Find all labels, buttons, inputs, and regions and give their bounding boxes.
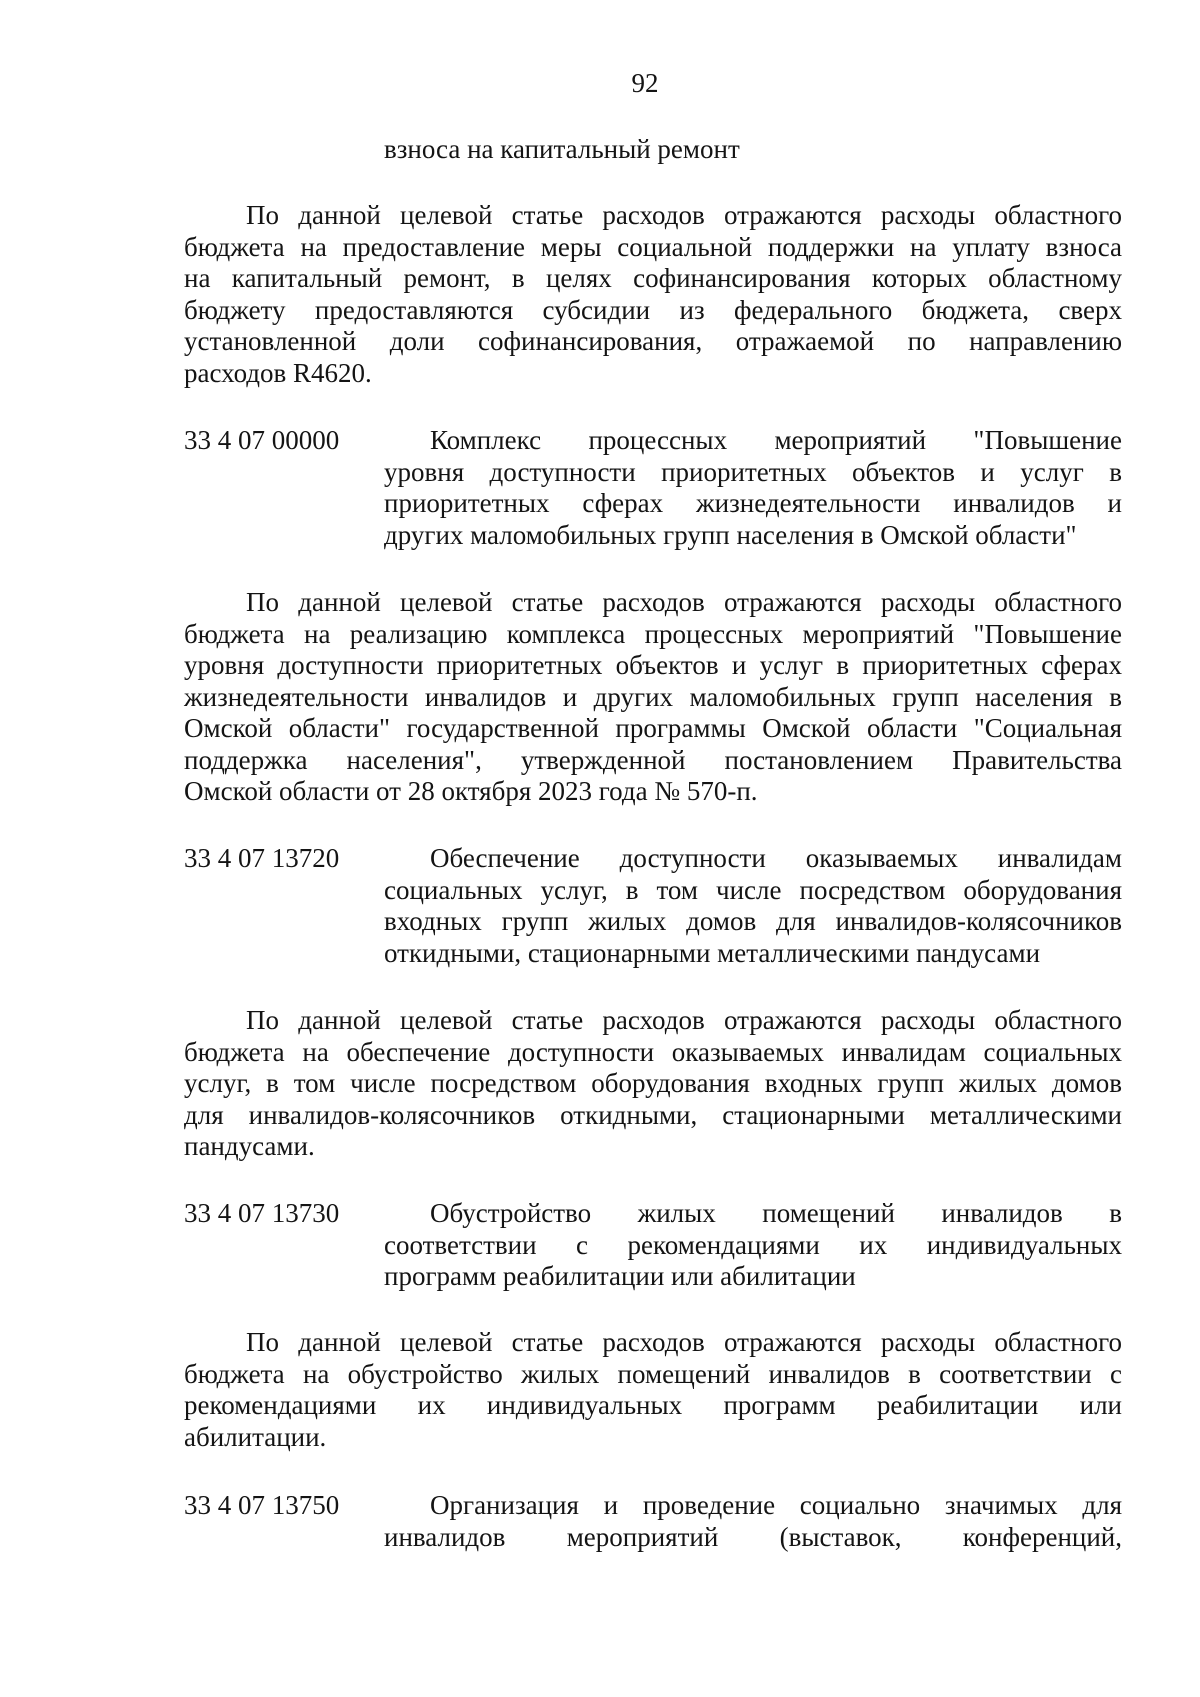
entry-line: входных групп жилых домов для инвалидов-колясочников [384, 906, 1122, 936]
budget-code: 33 4 07 00000 [184, 425, 340, 455]
entry-line: Организация и проведение социально значимых для [430, 1490, 1122, 1520]
page-number: 92 [631, 68, 659, 98]
entry-line: соответствии с рекомендациями их индивидуальных [384, 1229, 1122, 1260]
paragraph-3 [184, 1005, 1122, 1163]
heading-continuation: взноса на капитальный ремонт [384, 134, 740, 164]
paragraph-line: абилитации. [184, 1421, 327, 1452]
paragraph-line: услуг, в том числе посредством оборудования входных групп жилых домов [184, 1068, 1122, 1098]
budget-code: 33 4 07 13730 [184, 1198, 340, 1228]
entry-line: приоритетных сферах жизнедеятельности инвалидов и [384, 488, 1122, 518]
paragraph-line: расходов R4620. [184, 357, 372, 388]
paragraph-line: для инвалидов-колясочников откидными, стационарными металлическими [184, 1099, 1122, 1130]
entry-line: Обеспечение доступности оказываемых инвалидам [430, 843, 1122, 873]
paragraph-2 [184, 587, 1122, 808]
entry-line: Комплекс процессных мероприятий "Повышение [430, 425, 1122, 455]
entry-line: Обустройство жилых помещений инвалидов в [430, 1198, 1122, 1228]
budget-entry-title [384, 425, 1122, 551]
entry-line: социальных услуг, в том числе посредством оборудования [384, 874, 1122, 905]
paragraph-line: бюджета на реализацию комплекса процессных мероприятий "Повышение [184, 618, 1122, 649]
paragraph-line: бюджету предоставляются субсидии из федерального бюджета, сверх [184, 294, 1122, 325]
paragraph-line: уровня доступности приоритетных объектов и услуг в приоритетных сферах [184, 650, 1122, 680]
paragraph-line: поддержка населения", утвержденной постановлением Правительства [184, 744, 1122, 775]
paragraph-1 [184, 200, 1122, 389]
budget-entry-title [384, 843, 1122, 969]
entry-line: уровня доступности приоритетных объектов и услуг в [384, 456, 1122, 487]
paragraph-line: По данной целевой статье расходов отражаются расходы областного [246, 587, 1122, 617]
budget-code: 33 4 07 13720 [184, 843, 340, 873]
paragraph-line: Омской области от 28 октября 2023 года № 570-п. [184, 776, 758, 806]
paragraph-line: рекомендациями их индивидуальных программ реабилитации или [184, 1390, 1122, 1420]
entry-line: других маломобильных групп населения в Омской области" [384, 519, 1077, 550]
entry-line: инвалидов мероприятий (выставок, конференций, [384, 1521, 1122, 1552]
paragraph-line: бюджета на обустройство жилых помещений инвалидов в соответствии с [184, 1358, 1122, 1389]
entry-line: откидными, стационарными металлическими пандусами [384, 937, 1041, 968]
budget-code: 33 4 07 13750 [184, 1490, 340, 1520]
paragraph-line: По данной целевой статье расходов отражаются расходы областного [246, 1327, 1122, 1357]
paragraph-4 [184, 1327, 1122, 1453]
budget-entry-title [384, 1490, 1122, 1553]
paragraph-line: пандусами. [184, 1131, 315, 1161]
paragraph-line: установленной доли софинансирования, отражаемой по направлению [184, 326, 1122, 356]
paragraph-line: По данной целевой статье расходов отражаются расходы областного [246, 1005, 1122, 1035]
paragraph-line: жизнедеятельности инвалидов и других маломобильных групп населения в [184, 681, 1122, 712]
entry-line: программ реабилитации или абилитации [384, 1261, 856, 1291]
paragraph-line: на капитальный ремонт, в целях софинансирования которых областному [184, 263, 1122, 293]
paragraph-line: бюджета на обеспечение доступности оказываемых инвалидам социальных [184, 1036, 1122, 1067]
budget-entry-title [384, 1198, 1122, 1293]
paragraph-line: Омской области" государственной программы Омской области "Социальная [184, 713, 1122, 743]
paragraph-line: По данной целевой статье расходов отражаются расходы областного [246, 200, 1122, 230]
paragraph-line: бюджета на предоставление меры социальной поддержки на уплату взноса [184, 231, 1122, 262]
